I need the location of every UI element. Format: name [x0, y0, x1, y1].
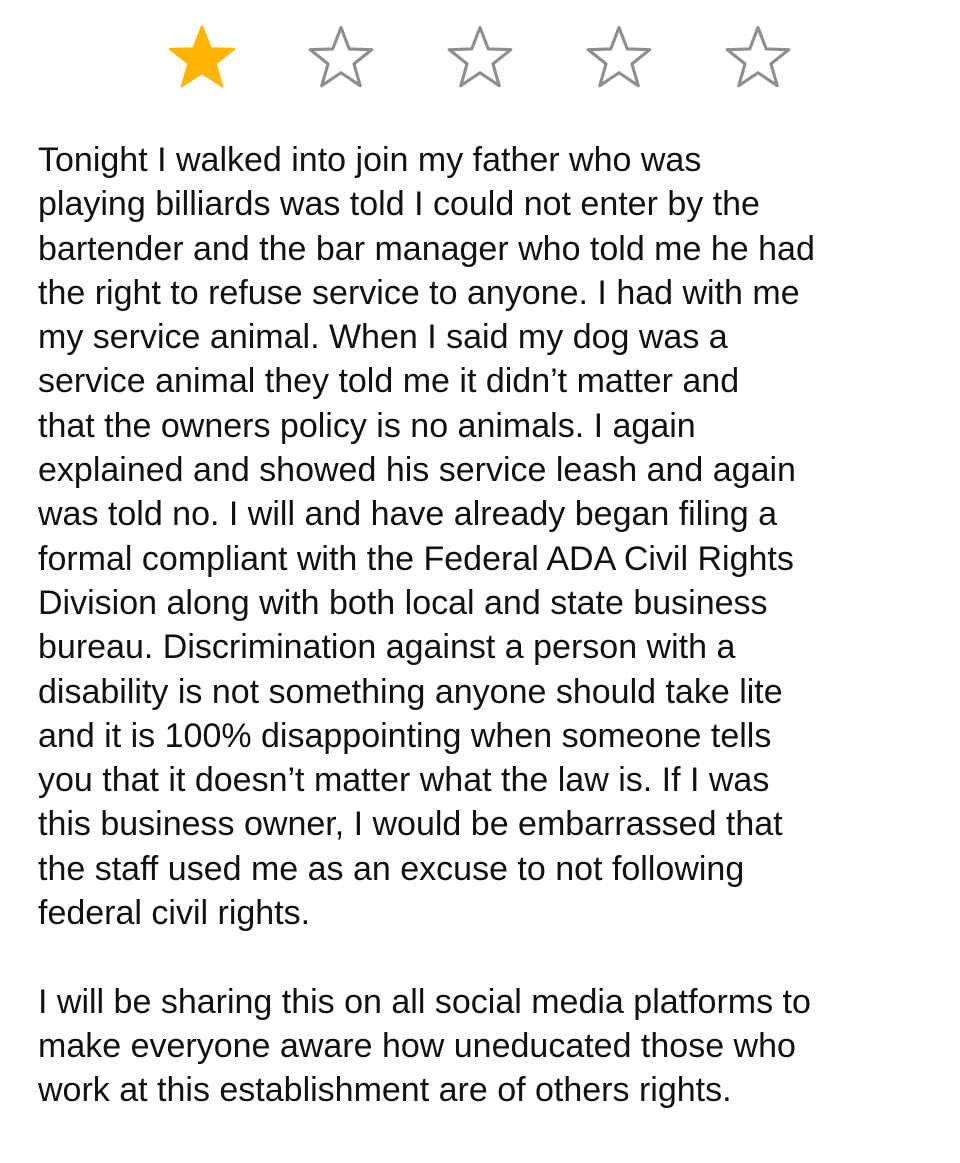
review-line: make everyone aware how uneducated those who [38, 1026, 796, 1065]
review-line: bartender and the bar manager who told me he had [38, 229, 815, 268]
review-line: playing billiards was told I could not enter by the [38, 185, 760, 224]
review-line: service animal they told me it didn’t matter and [38, 362, 740, 401]
star-outline-icon [445, 22, 515, 92]
star-rating [0, 22, 960, 92]
review-line: the right to refuse service to anyone. I had with me [38, 273, 800, 312]
review-line: Tonight I walked into join my father who was [38, 141, 702, 179]
review-text [38, 138, 938, 1113]
review-line: you that it doesn’t matter what the law is. If I was [38, 761, 770, 800]
star-4[interactable] [584, 22, 654, 92]
star-filled-icon [167, 22, 237, 92]
review-paragraph [38, 138, 938, 935]
star-1[interactable] [167, 22, 237, 92]
review-paragraph [38, 980, 938, 1113]
review-line: federal civil rights. [38, 894, 311, 933]
review-line: my service animal. When I said my dog was a [38, 318, 728, 357]
review-line: that the owners policy is no animals. I again [38, 406, 696, 445]
review-line: was told no. I will and have already began filing a [38, 495, 778, 534]
review-line: Division along with both local and state business [38, 583, 768, 622]
review-line: bureau. Discrimination against a person with a [38, 628, 736, 667]
review-line: work at this establishment are of others rights. [38, 1071, 732, 1110]
review-line: this business owner, I would be embarrassed that [38, 805, 783, 844]
star-3[interactable] [445, 22, 515, 92]
star-5[interactable] [723, 22, 793, 92]
review-line: formal compliant with the Federal ADA Civil Rights [38, 539, 794, 578]
star-outline-icon [306, 22, 376, 92]
review-line: disability is not something anyone should take lite [38, 672, 783, 711]
review-line: I will be sharing this on all social media platforms to [38, 982, 811, 1021]
review-line: the staff used me as an excuse to not following [38, 849, 745, 888]
review-line: explained and showed his service leash and again [38, 451, 796, 490]
star-outline-icon [723, 22, 793, 92]
review-line: and it is 100% disappointing when someone tells [38, 716, 772, 755]
star-2[interactable] [306, 22, 376, 92]
star-outline-icon [584, 22, 654, 92]
